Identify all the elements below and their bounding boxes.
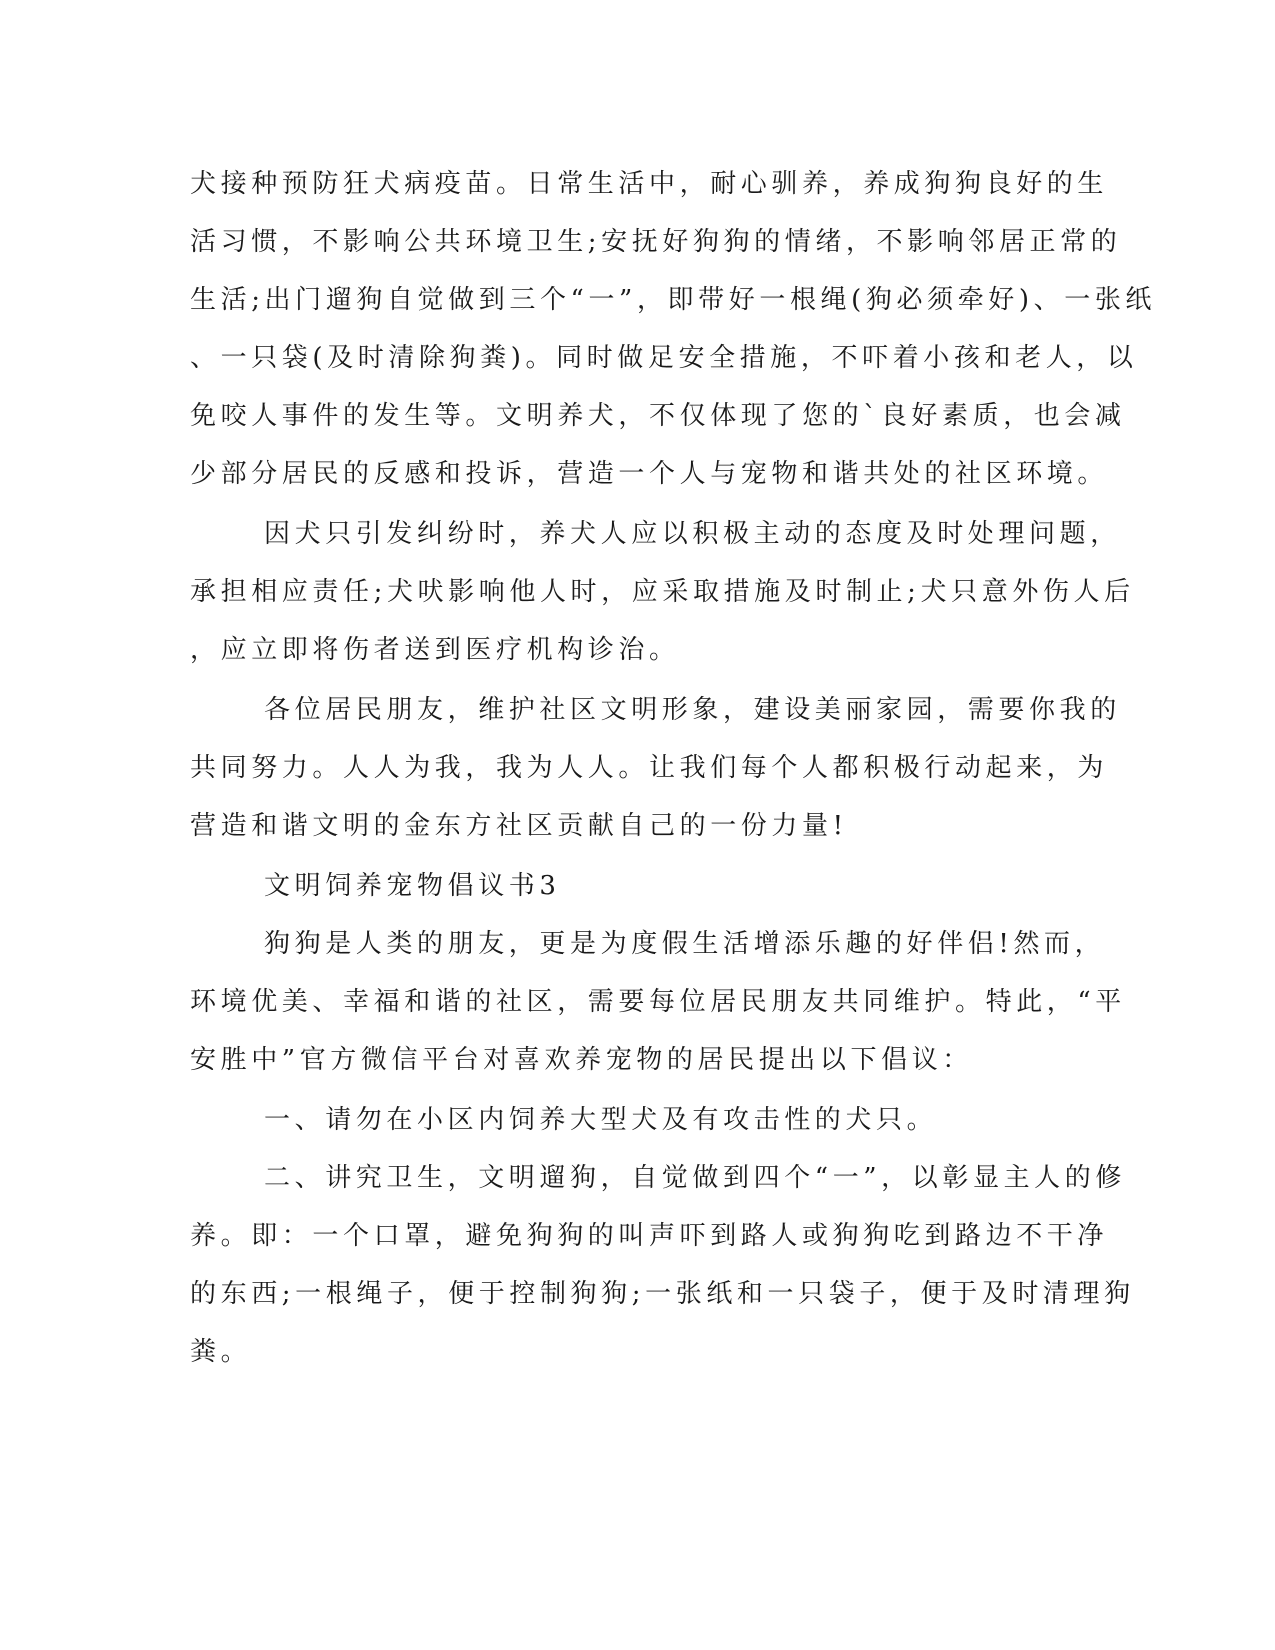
text-line: 安胜中”官方微信平台对喜欢养宠物的居民提出以下倡议：	[190, 1045, 973, 1075]
text-line: 狗狗是人类的朋友，更是为度假生活增添乐趣的好伴侣!然而，	[264, 929, 1106, 959]
text-line: 因犬只引发纠纷时，养犬人应以积极主动的态度及时处理问题，	[264, 519, 1121, 549]
text-line: ，应立即将伤者送到医疗机构诊治。	[190, 635, 680, 665]
text-line: 养。即：一个口罩，避免狗狗的叫声吓到路人或狗狗吃到路边不干净	[190, 1221, 1109, 1251]
text-line: 生活;出门遛狗自觉做到三个“一”，即带好一根绳(狗必须牵好)、一张纸	[190, 285, 1157, 315]
text-line: 二、讲究卫生，文明遛狗，自觉做到四个“一”，以彰显主人的修	[264, 1163, 1126, 1193]
section-title: 文明饲养宠物倡议书3	[264, 871, 561, 901]
text-line: 各位居民朋友，维护社区文明形象，建设美丽家园，需要你我的	[264, 695, 1121, 725]
text-line: 营造和谐文明的金东方社区贡献自己的一份力量!	[190, 811, 848, 841]
text-line: 少部分居民的反感和投诉，营造一个人与宠物和谐共处的社区环境。	[190, 459, 1109, 489]
text-line: 粪。	[190, 1337, 252, 1367]
text-line: 活习惯，不影响公共环境卫生;安抚好狗狗的情绪，不影响邻居正常的	[190, 227, 1122, 257]
text-line: 犬接种预防狂犬病疫苗。日常生活中，耐心驯养，养成狗狗良好的生	[190, 169, 1109, 199]
text-line: 、一只袋(及时清除狗粪)。同时做足安全措施，不吓着小孩和老人，以	[190, 343, 1138, 373]
text-line: 一、请勿在小区内饲养大型犬及有攻击性的犬只。	[264, 1105, 938, 1135]
text-line: 共同努力。人人为我，我为人人。让我们每个人都积极行动起来，为	[190, 753, 1109, 783]
text-line: 环境优美、幸福和谐的社区，需要每位居民朋友共同维护。特此，“平	[190, 987, 1126, 1017]
text-line: 免咬人事件的发生等。文明养犬，不仅体现了您的`良好素质，也会减	[190, 401, 1126, 431]
text-line: 承担相应责任;犬吠影响他人时，应采取措施及时制止;犬只意外伤人后	[190, 577, 1135, 607]
text-line: 的东西;一根绳子，便于控制狗狗;一张纸和一只袋子，便于及时清理狗	[190, 1279, 1135, 1309]
